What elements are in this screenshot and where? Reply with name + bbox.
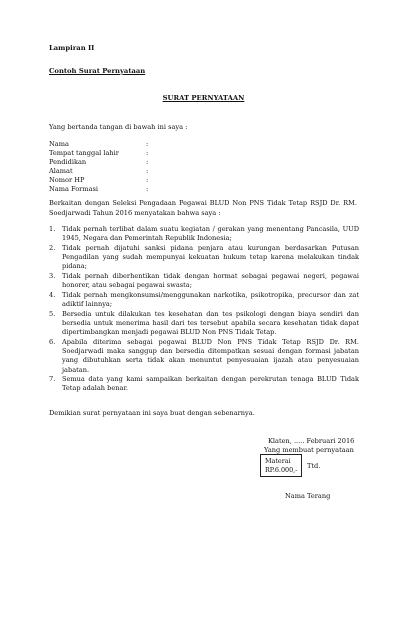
contoh-label: Contoh Surat Pernyataan <box>49 67 146 75</box>
field-colon: : <box>146 185 149 193</box>
field-colon: : <box>146 158 149 166</box>
ttd-label: Ttd. <box>307 462 321 470</box>
context-paragraph: Berkaitan dengan Seleksi Pengadaan Pegawai BLUD Non PNS Tidak Tetap RSJD Dr. RM. Soedjarwadi Tahun 2016 menyatakan bahwa saya : <box>49 199 357 217</box>
list-item: 6. Apabila diterima sebagai pegawai BLUD Non PNS Tidak Tetap RSJD Dr. RM. Soedjarwadi maka sanggup dan bersedia ditempatkan sesuai dengan formasi jabatan yang dibutuhkan serta tidak akan menuntut penyesuaian ijazah atau penyesuaian jabatan. <box>49 337 359 374</box>
list-item: 3. Tidak pernah diberhentikan tidak dengan hormat sebagai pegawai negeri, pegawai honorer, atau sebagai pegawai swasta; <box>49 272 359 290</box>
materai-stamp-box <box>260 454 302 477</box>
field-colon: : <box>146 140 149 148</box>
field-pendidikan: Pendidikan <box>49 158 87 166</box>
field-colon: : <box>146 167 149 175</box>
list-item: 1. Tidak pernah terlibat dalam suatu kegiatan / gerakan yang menentang Pancasila, UUD 1945, Negara dan Pemerintah Republik Indonesia; <box>49 225 359 243</box>
list-item: 5. Bersedia untuk dilakukan tes kesehatan dan tes psikologi dengan biaya sendiri dan bersedia untuk menerima hasil dari tes tersebut apabila secara kesehatan tidak dapat dipertimbangkan menjadi pegawai BLUD Non PNS Tidak Tetap. <box>49 309 359 337</box>
intro-text: Yang bertanda tangan di bawah ini saya : <box>49 123 188 131</box>
field-tempat-tanggal-lahir: Tempat tanggal lahir <box>49 149 119 157</box>
lampiran-label: Lampiran II <box>49 44 95 52</box>
closing-text: Demikian surat pernyataan ini saya buat dengan sebenarnya. <box>49 409 255 417</box>
statement-list <box>49 225 359 394</box>
field-nama: Nama <box>49 140 69 148</box>
list-item: 2. Tidak pernah dijatuhi sanksi pidana penjara atau kurungan berdasarkan Putusan Pengadilan yang sudah mempunyai kekuatan hukum tetap karena melakukan tindak pidana; <box>49 243 359 271</box>
materai-label: Materai <box>265 457 291 465</box>
field-alamat: Alamat <box>49 167 73 175</box>
field-colon: : <box>146 176 149 184</box>
maker-label: Yang membuat pernyataan <box>264 446 354 454</box>
field-nomor-hp: Nomor HP <box>49 176 85 184</box>
list-item: 7. Semua data yang kami sampaikan berkaitan dengan perekrutan tenaga BLUD Tidak Tetap adalah benar. <box>49 375 359 393</box>
field-nama-formasi: Nama Formasi <box>49 185 98 193</box>
nama-terang-label: Nama Terang <box>285 492 331 500</box>
materai-amount: RP.6.000,- <box>265 465 298 474</box>
document-title: SURAT PERNYATAAN <box>162 94 245 102</box>
list-item: 4. Tidak pernah mengkonsumsi/menggunakan narkotika, psikotropika, precursor dan zat adiktif lainnya; <box>49 290 359 309</box>
field-colon: : <box>146 149 149 157</box>
place-date: Klaten, ..... Februari 2016 <box>268 437 355 445</box>
